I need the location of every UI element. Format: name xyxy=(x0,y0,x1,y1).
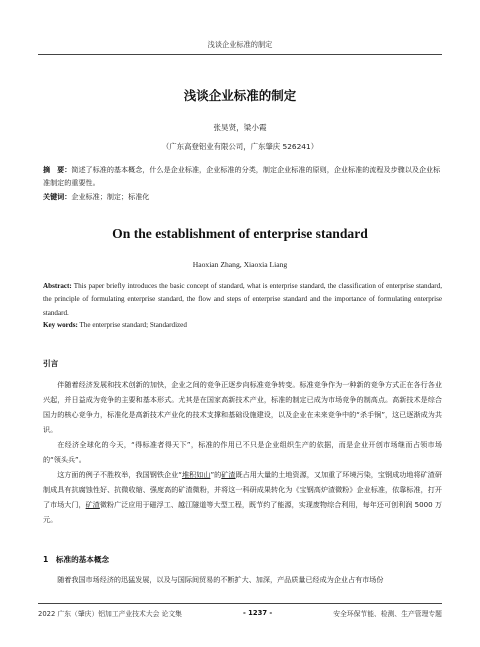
authors-english: Haoxian Zhang, Xiaoxia Liang xyxy=(192,260,288,269)
section-1-paragraph-1: 随着我国市场经济的迅猛发展，以及与国际间贸易的不断扩大、加深，产品质量已经成为企业占有市场份 xyxy=(57,575,384,584)
introduction-paragraph-3 xyxy=(43,467,442,527)
running-head: 浅谈企业标准的制定 xyxy=(38,40,442,55)
keywords-english xyxy=(43,321,442,329)
introduction-paragraph-1: 伴随着经济发展和技术创新的加快，企业之间的竞争正逐步向标准竞争转变。标准竞争作为一种新的竞争方式正在各行各业兴起，并日益成为竞争的主要和基本形式。尤其是在国家高新技术产业，标准的制定已成为市场竞争的制高点。高新技术是综合国力的核心竞争力，标准化是高新技术产业化的技术支撑和基础设施建设，以及企业在未来竞争中的“杀手锏”，这已逐渐成为共识。 xyxy=(43,380,442,434)
section-heading-1: 1 标准的基本概念 xyxy=(43,555,110,564)
authors-chinese: 张昊贤，梁小霞 xyxy=(213,123,267,132)
para3-underlined-1: 堆积如山 xyxy=(181,470,211,479)
keywords-chinese-label: 关键词： xyxy=(43,192,72,201)
para3-underlined-2: 矿渣 xyxy=(221,470,236,479)
abstract-english-text: This paper briefly introduces the basic concept of standard, what is enterprise standard, the classification of enterprise standard, the principle of formulating enterprise standard, the flow and steps of enterprise standard and the importance of formulating enterprise standard. xyxy=(43,282,442,317)
keywords-english-label: Key words: xyxy=(43,321,78,329)
section-1-body xyxy=(43,572,442,587)
keywords-english-text: The enterprise standard; Standardized xyxy=(79,321,187,329)
keywords-chinese-text: 企业标准；制定；标准化 xyxy=(71,192,150,201)
introduction-body xyxy=(43,377,442,527)
abstract-chinese-text: 简述了标准的基本概念，什么是企业标准，企业标准的分类，制定企业标准的原则，企业标准的流程及步骤以及企业标准制定的重要性。 xyxy=(43,165,441,187)
abstract-english-label: Abstract: xyxy=(43,282,72,290)
para3-text-c: 既占用大量的土地资源，又加重了环境污染，宝钢成功地将矿渣研制成具有抗腐蚀性好、抗微收缩、强度高的矿渣微粉，并将这一科研成果转化为《宝钢高炉渣微粉》企业标准，依靠标准，打开了市场大门， xyxy=(43,470,442,509)
affiliation-chinese: （广东高登铝业有限公司，广东肇庆 526241） xyxy=(161,142,319,151)
paper-title-chinese: 浅谈企业标准的制定 xyxy=(183,88,297,103)
para3-underlined-3: 矿渣 xyxy=(85,500,100,509)
footer-conference: 2022 广东（肇庆）铝加工产业技术大会 论文集 xyxy=(38,610,182,618)
para3-text-b: ”的 xyxy=(210,470,222,479)
para3-text-d: 微粉广泛应用于磁浮工、越江隧道等大型工程，既节约了能源，实现废物综合利用，每年还可创利润 5000 万元。 xyxy=(43,500,443,524)
introduction-paragraph-2: 在经济全球化的今天，“得标准者得天下”，标准的作用已不只是企业组织生产的依据，而是企业开创市场继而占领市场的“领头兵”。 xyxy=(43,440,442,464)
page-number: - 1237 - xyxy=(242,609,273,617)
abstract-chinese xyxy=(43,163,442,189)
keywords-chinese xyxy=(43,192,442,202)
footer-topic: 安全环保节能、检测、生产管理专题 xyxy=(333,610,442,618)
abstract-chinese-label: 摘 要： xyxy=(43,165,72,174)
para3-text-a: 这方面的例子不胜枚举，我国钢铁企业“ xyxy=(57,470,182,479)
abstract-english xyxy=(43,280,442,320)
page-footer xyxy=(38,603,442,618)
section-heading-introduction: 引言 xyxy=(43,359,59,368)
paper-title-english: On the establishment of enterprise standard xyxy=(112,226,368,241)
